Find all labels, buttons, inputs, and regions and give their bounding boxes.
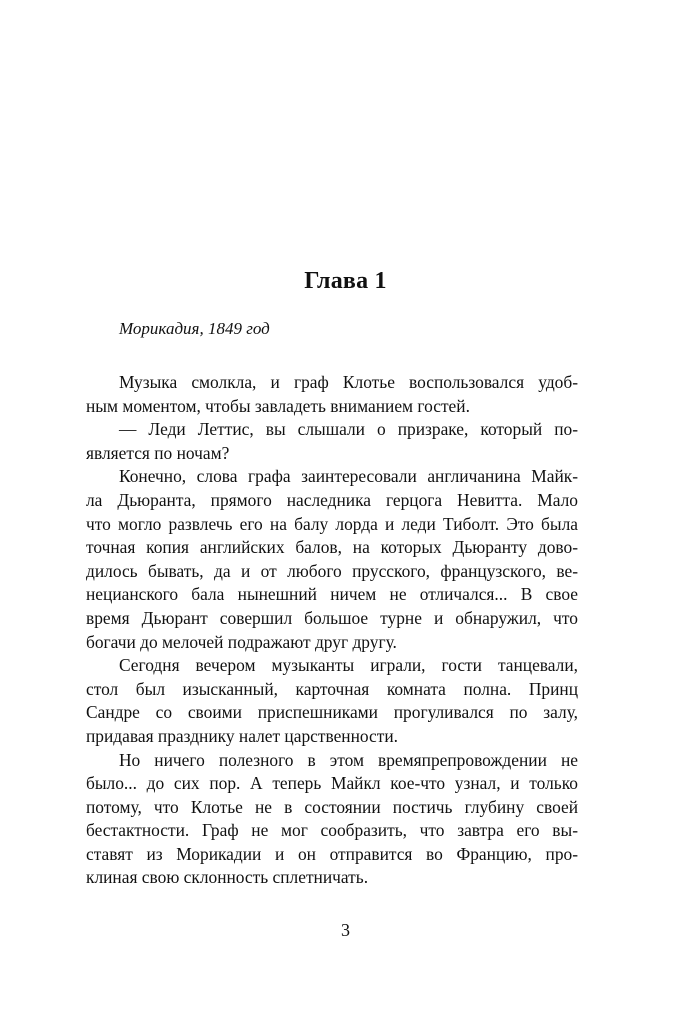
page-number: 3 (341, 920, 350, 940)
text-line: Сандре со своими приспешниками прогуливался по залу, (86, 702, 578, 723)
text-line: Но ничего полезного в этом времяпрепровождении не (119, 749, 578, 770)
chapter-title: Глава 1 (304, 268, 387, 294)
text-line: было... до сих пор. А теперь Майкл кое-что узнал, и только (86, 773, 578, 794)
text-line: Конечно, слова графа заинтересовали англичанина Майк- (119, 466, 578, 487)
text-line: стол был изысканный, карточная комната полна. Принц (86, 678, 578, 699)
text-line: придавая празднику налет царственности. (86, 725, 399, 746)
text-line: время Дьюрант совершил большое турне и обнаружил, что (86, 607, 578, 628)
text-line: клиная свою склонность сплетничать. (86, 867, 369, 888)
body-text (86, 371, 578, 890)
text-line: потому, что Клотье не в состоянии постичь глубину своей (86, 796, 578, 817)
text-line: нецианского бала нынешний ничем не отличался... В свое (86, 584, 578, 605)
text-line: богачи до мелочей подражают друг другу. (86, 631, 397, 652)
text-line: ставят из Морикадии и он отправится во Францию, про- (86, 843, 578, 864)
text-line: Сегодня вечером музыканты играли, гости танцевали, (119, 655, 578, 676)
text-line: Музыка смолкла, и граф Клотье воспользовался удоб- (119, 372, 578, 392)
text-line: является по ночам? (86, 442, 230, 463)
chapter-epigraph: Морикадия, 1849 год (119, 319, 270, 338)
text-line: ным моментом, чтобы завладеть вниманием гостей. (86, 395, 470, 416)
text-line: что могло развлечь его на балу лорда и леди Тиболт. Это была (86, 513, 578, 534)
text-line: — Леди Леттис, вы слышали о призраке, который по- (119, 419, 578, 440)
text-line: дилось бывать, да и от любого прусского, французского, ве- (86, 560, 578, 581)
text-line: ла Дьюранта, прямого наследника герцога Невитта. Мало (86, 489, 578, 510)
text-line: бестактности. Граф не мог сообразить, что завтра его вы- (86, 820, 578, 841)
text-line: точная копия английских балов, на которых Дьюранту дово- (86, 537, 578, 558)
